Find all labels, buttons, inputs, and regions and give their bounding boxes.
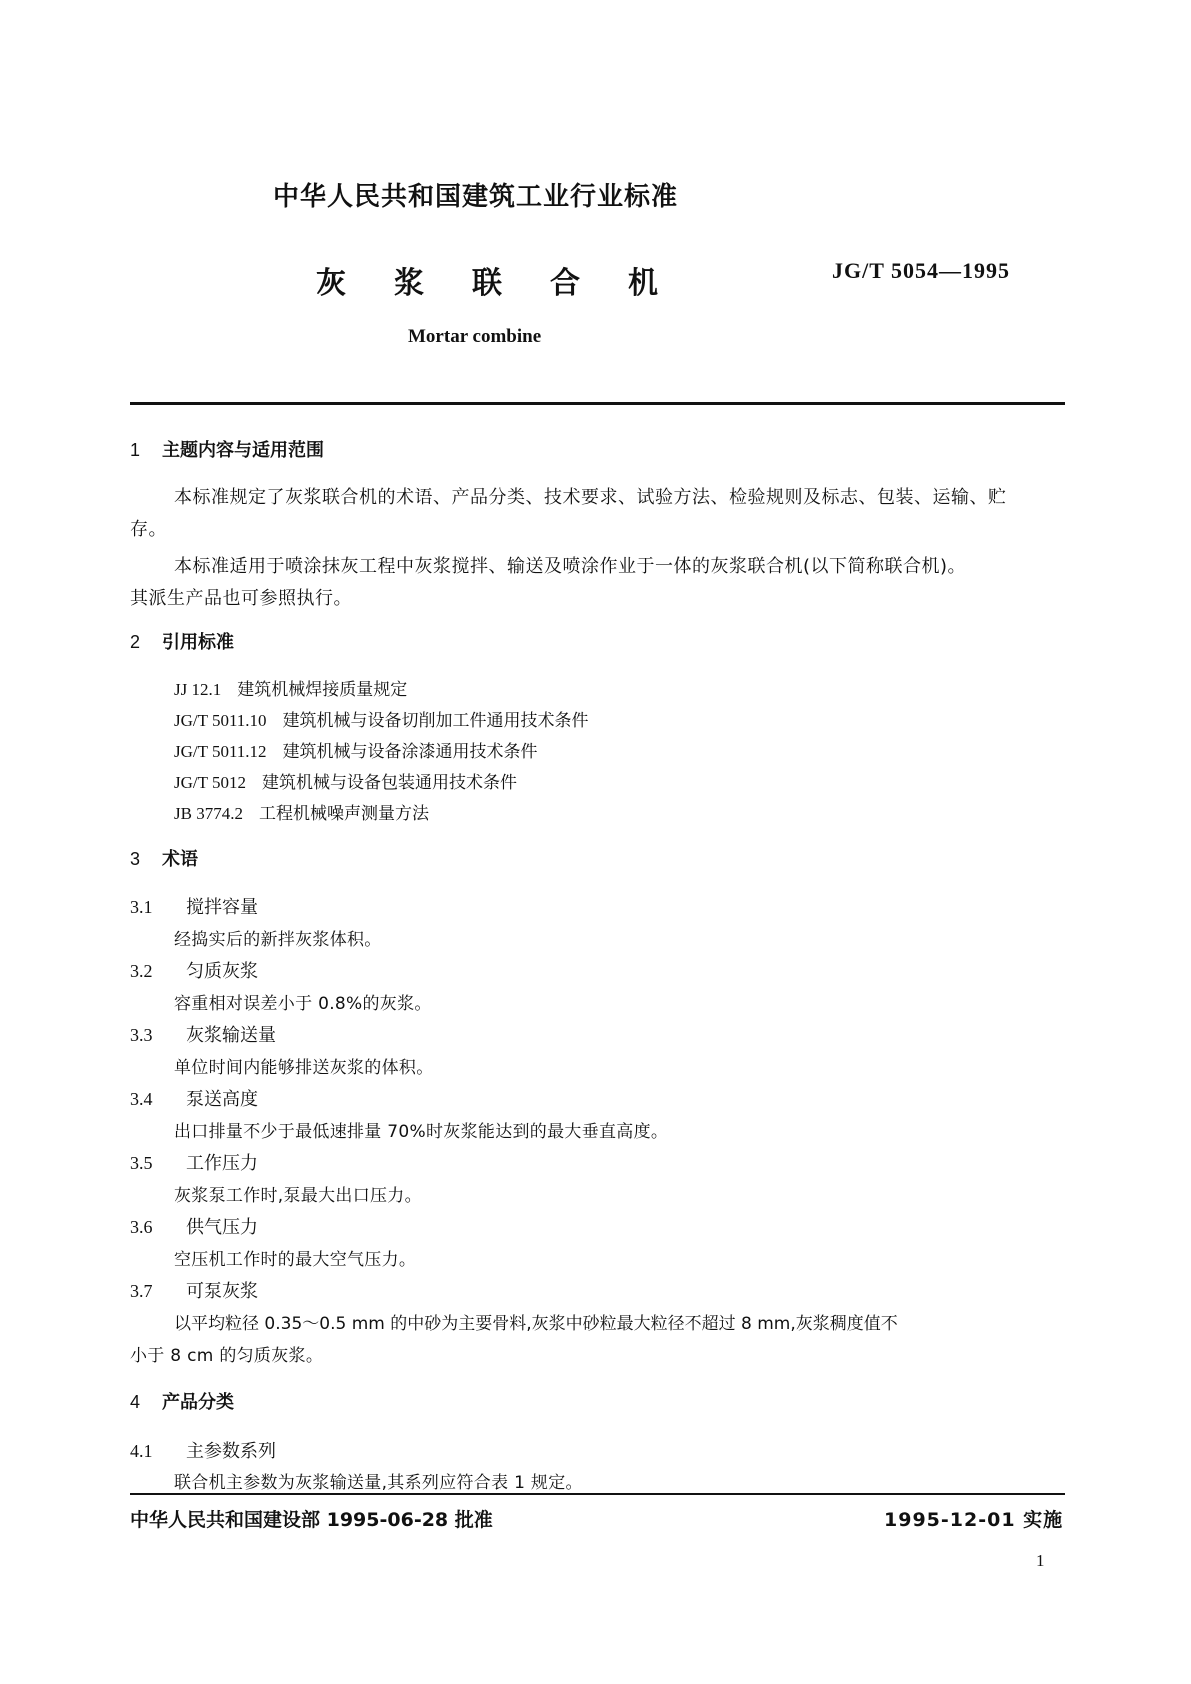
term-number: 3.7 [130, 1281, 153, 1301]
term-definition: 经捣实后的新拌灰浆体积。 [174, 930, 382, 950]
term-name: 工作压力 [186, 1153, 258, 1174]
section-title: 主题内容与适用范围 [162, 440, 324, 461]
term-number: 3.6 [130, 1217, 153, 1237]
section-number: 1 [130, 440, 141, 460]
term-heading [130, 1213, 258, 1239]
term-definition: 容重相对误差小于 0.8%的灰浆。 [174, 994, 432, 1014]
term-heading [130, 1085, 258, 1111]
paragraph-line: 存。 [130, 519, 167, 540]
doc-title-char: 联 [472, 266, 502, 301]
section-title: 产品分类 [162, 1392, 234, 1413]
section-number: 4 [130, 1392, 141, 1412]
reference-item [174, 768, 517, 793]
term-heading [130, 957, 258, 983]
doc-title-char: 浆 [394, 266, 424, 301]
section-heading-4 [130, 1388, 234, 1414]
term-definition: 灰浆泵工作时,泵最大出口压力。 [174, 1186, 422, 1206]
reference-title: 建筑机械与设备切削加工件通用技术条件 [282, 711, 589, 731]
doc-title-char: 合 [550, 266, 580, 301]
subsection-number: 4.1 [130, 1441, 153, 1461]
doc-title-char: 机 [628, 266, 658, 301]
term-heading [130, 893, 258, 919]
reference-code: JG/T 5011.10 [174, 711, 267, 730]
section-heading-1 [130, 436, 324, 462]
term-definition: 单位时间内能够排送灰浆的体积。 [174, 1058, 434, 1078]
reference-item [174, 706, 589, 731]
term-name: 泵送高度 [186, 1089, 258, 1110]
term-definition: 空压机工作时的最大空气压力。 [174, 1250, 417, 1270]
term-name: 灰浆输送量 [186, 1025, 276, 1046]
reference-code: JG/T 5012 [174, 773, 246, 792]
reference-title: 工程机械噪声测量方法 [258, 804, 429, 824]
section-title: 引用标准 [162, 632, 234, 653]
reference-item [174, 737, 538, 762]
subsection-heading [130, 1437, 276, 1463]
subsection-text: 联合机主参数为灰浆输送量,其系列应符合表 1 规定。 [174, 1473, 583, 1493]
term-heading [130, 1021, 276, 1047]
effective-date: 1995-12-01 实施 [884, 1509, 1064, 1531]
term-number: 3.3 [130, 1025, 153, 1045]
org-title: 中华人民共和国建筑工业行业标准 [273, 182, 679, 212]
paragraph-line: 本标准规定了灰浆联合机的术语、产品分类、技术要求、试验方法、检验规则及标志、包装、运输、贮 [174, 487, 1007, 508]
reference-item [174, 675, 407, 700]
section-number: 2 [130, 632, 141, 652]
doc-title-char: 灰 [316, 266, 346, 301]
term-name: 匀质灰浆 [186, 961, 258, 982]
term-definition-continued: 小于 8 cm 的匀质灰浆。 [130, 1346, 324, 1366]
paragraph-line: 其派生产品也可参照执行。 [130, 588, 352, 609]
reference-title: 建筑机械与设备涂漆通用技术条件 [282, 742, 538, 762]
term-name: 供气压力 [186, 1217, 258, 1238]
term-name: 搅拌容量 [186, 897, 258, 918]
term-definition: 出口排量不少于最低速排量 70%时灰浆能达到的最大垂直高度。 [174, 1122, 669, 1142]
header-divider [130, 402, 1065, 405]
reference-title: 建筑机械焊接质量规定 [237, 680, 408, 700]
term-number: 3.1 [130, 897, 153, 917]
reference-code: JG/T 5011.12 [174, 742, 267, 761]
approval-line: 中华人民共和国建设部 1995-06-28 批准 [130, 1509, 493, 1531]
footer-divider [130, 1493, 1065, 1495]
section-heading-2 [130, 628, 234, 654]
term-number: 3.2 [130, 961, 153, 981]
section-heading-3 [130, 845, 198, 871]
reference-code: JJ 12.1 [174, 680, 222, 699]
doc-title [316, 258, 658, 302]
reference-code: JB 3774.2 [174, 804, 243, 823]
english-title: Mortar combine [408, 326, 542, 347]
term-number: 3.4 [130, 1089, 153, 1109]
reference-item [174, 799, 429, 824]
reference-title: 建筑机械与设备包装通用技术条件 [261, 773, 517, 793]
paragraph-line: 本标准适用于喷涂抹灰工程中灰浆搅拌、输送及喷涂作业于一体的灰浆联合机(以下简称联合机)。 [174, 556, 967, 577]
section-number: 3 [130, 849, 141, 869]
subsection-title: 主参数系列 [186, 1441, 276, 1462]
term-definition: 以平均粒径 0.35～0.5 mm 的中砂为主要骨料,灰浆中砂粒最大粒径不超过 8 mm,灰浆稠度值不 [174, 1314, 898, 1334]
section-title: 术语 [162, 849, 198, 870]
page-number: 1 [1036, 1551, 1045, 1570]
standard-code: JG/T 5054—1995 [832, 258, 1011, 283]
term-heading [130, 1277, 258, 1303]
term-name: 可泵灰浆 [186, 1281, 258, 1302]
term-number: 3.5 [130, 1153, 153, 1173]
term-heading [130, 1149, 258, 1175]
